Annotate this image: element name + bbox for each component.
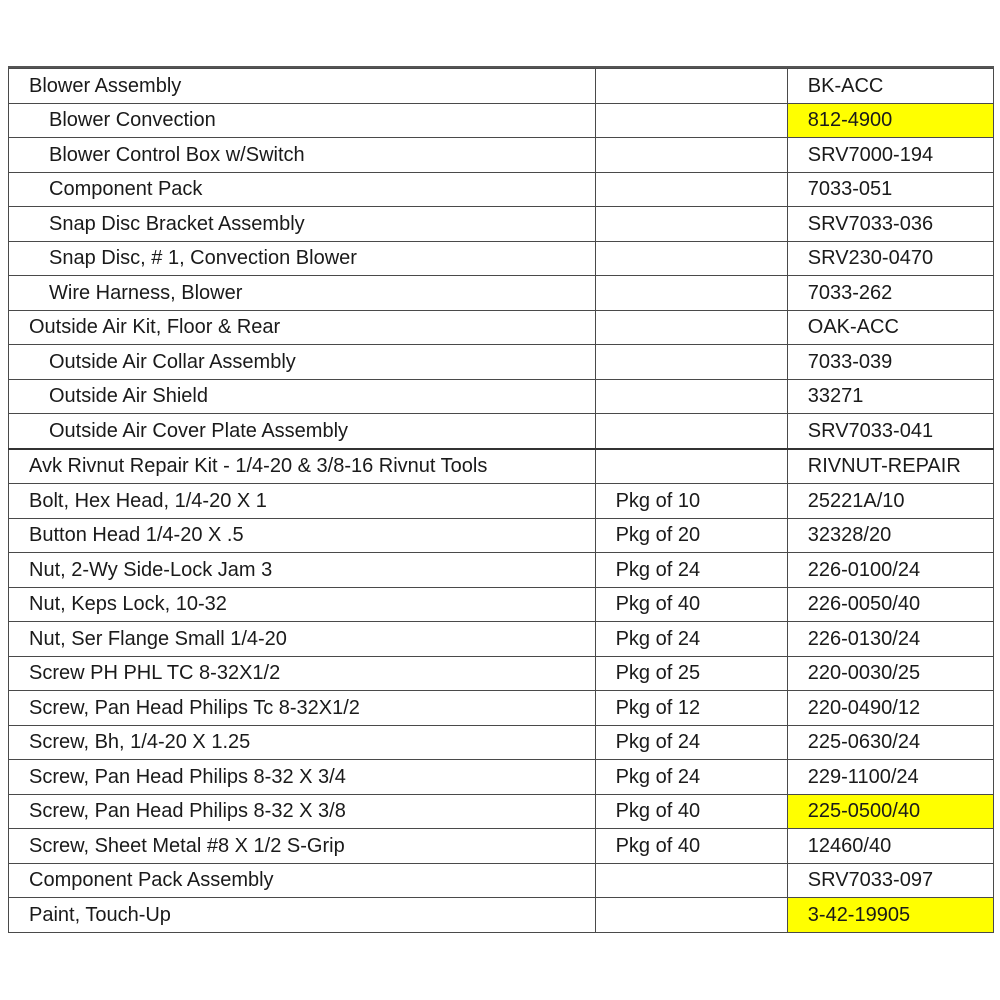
package-cell: [595, 207, 787, 242]
package-cell: Pkg of 24: [595, 622, 787, 657]
package-cell: Pkg of 40: [595, 587, 787, 622]
description-cell: Screw PH PHL TC 8-32X1/2: [9, 656, 596, 691]
package-cell: Pkg of 25: [595, 656, 787, 691]
part-number-cell: SRV7033-097: [787, 863, 993, 898]
part-number-cell: 3-42-19905: [787, 898, 993, 933]
description-cell: Button Head 1/4-20 X .5: [9, 518, 596, 553]
table-row: [9, 310, 994, 345]
description-cell: Screw, Pan Head Philips 8-32 X 3/4: [9, 760, 596, 795]
description-cell: Screw, Sheet Metal #8 X 1/2 S-Grip: [9, 829, 596, 864]
package-cell: [595, 345, 787, 380]
description-cell: Outside Air Kit, Floor & Rear: [9, 310, 596, 345]
table-row: [9, 449, 994, 484]
part-number-cell: 32328/20: [787, 518, 993, 553]
part-number-cell: 7033-039: [787, 345, 993, 380]
package-cell: Pkg of 12: [595, 691, 787, 726]
package-cell: [595, 138, 787, 173]
part-number-cell: OAK-ACC: [787, 310, 993, 345]
table-row: [9, 379, 994, 414]
description-cell: Outside Air Collar Assembly: [9, 345, 596, 380]
description-cell: Blower Control Box w/Switch: [9, 138, 596, 173]
description-cell: Component Pack Assembly: [9, 863, 596, 898]
parts-table: [8, 68, 994, 933]
package-cell: [595, 276, 787, 311]
part-number-cell: SRV7033-036: [787, 207, 993, 242]
part-number-cell: 7033-051: [787, 172, 993, 207]
part-number-cell: 220-0490/12: [787, 691, 993, 726]
package-cell: Pkg of 24: [595, 553, 787, 588]
package-cell: Pkg of 24: [595, 760, 787, 795]
part-number-cell: SRV7033-041: [787, 414, 993, 449]
parts-table-body: [9, 69, 994, 933]
description-cell: Outside Air Shield: [9, 379, 596, 414]
part-number-cell: 33271: [787, 379, 993, 414]
description-cell: Outside Air Cover Plate Assembly: [9, 414, 596, 449]
description-cell: Wire Harness, Blower: [9, 276, 596, 311]
description-cell: Blower Assembly: [9, 69, 596, 104]
table-row: [9, 863, 994, 898]
table-row: [9, 725, 994, 760]
package-cell: [595, 379, 787, 414]
description-cell: Screw, Pan Head Philips Tc 8-32X1/2: [9, 691, 596, 726]
part-number-cell: 812-4900: [787, 103, 993, 138]
part-number-cell: 12460/40: [787, 829, 993, 864]
part-number-cell: 225-0630/24: [787, 725, 993, 760]
part-number-cell: 226-0100/24: [787, 553, 993, 588]
table-row: [9, 622, 994, 657]
package-cell: [595, 310, 787, 345]
package-cell: [595, 898, 787, 933]
part-number-cell: 229-1100/24: [787, 760, 993, 795]
table-row: [9, 345, 994, 380]
table-row: [9, 414, 994, 449]
table-row: [9, 898, 994, 933]
description-cell: Screw, Bh, 1/4-20 X 1.25: [9, 725, 596, 760]
table-row: [9, 138, 994, 173]
description-cell: Avk Rivnut Repair Kit - 1/4-20 & 3/8-16 Rivnut Tools: [9, 449, 596, 484]
package-cell: [595, 103, 787, 138]
part-number-cell: 7033-262: [787, 276, 993, 311]
table-row: [9, 207, 994, 242]
package-cell: [595, 69, 787, 104]
package-cell: Pkg of 24: [595, 725, 787, 760]
part-number-cell: SRV230-0470: [787, 241, 993, 276]
table-row: [9, 276, 994, 311]
table-row: [9, 829, 994, 864]
table-row: [9, 794, 994, 829]
part-number-cell: BK-ACC: [787, 69, 993, 104]
description-cell: Screw, Pan Head Philips 8-32 X 3/8: [9, 794, 596, 829]
part-number-cell: 220-0030/25: [787, 656, 993, 691]
description-cell: Nut, Ser Flange Small 1/4-20: [9, 622, 596, 657]
description-cell: Bolt, Hex Head, 1/4-20 X 1: [9, 484, 596, 519]
table-row: [9, 484, 994, 519]
table-row: [9, 691, 994, 726]
description-cell: Snap Disc, # 1, Convection Blower: [9, 241, 596, 276]
part-number-cell: 226-0130/24: [787, 622, 993, 657]
package-cell: Pkg of 20: [595, 518, 787, 553]
table-row: [9, 760, 994, 795]
package-cell: [595, 863, 787, 898]
package-cell: Pkg of 10: [595, 484, 787, 519]
table-row: [9, 69, 994, 104]
package-cell: [595, 241, 787, 276]
table-row: [9, 241, 994, 276]
description-cell: Blower Convection: [9, 103, 596, 138]
package-cell: [595, 172, 787, 207]
table-row: [9, 518, 994, 553]
part-number-cell: 226-0050/40: [787, 587, 993, 622]
description-cell: Nut, 2-Wy Side-Lock Jam 3: [9, 553, 596, 588]
part-number-cell: SRV7000-194: [787, 138, 993, 173]
package-cell: [595, 414, 787, 449]
table-row: [9, 103, 994, 138]
part-number-cell: 225-0500/40: [787, 794, 993, 829]
part-number-cell: 25221A/10: [787, 484, 993, 519]
table-row: [9, 656, 994, 691]
part-number-cell: RIVNUT-REPAIR: [787, 449, 993, 484]
package-cell: Pkg of 40: [595, 829, 787, 864]
package-cell: [595, 449, 787, 484]
description-cell: Component Pack: [9, 172, 596, 207]
table-row: [9, 553, 994, 588]
package-cell: Pkg of 40: [595, 794, 787, 829]
table-row: [9, 172, 994, 207]
description-cell: Paint, Touch-Up: [9, 898, 596, 933]
description-cell: Nut, Keps Lock, 10-32: [9, 587, 596, 622]
description-cell: Snap Disc Bracket Assembly: [9, 207, 596, 242]
table-row: [9, 587, 994, 622]
